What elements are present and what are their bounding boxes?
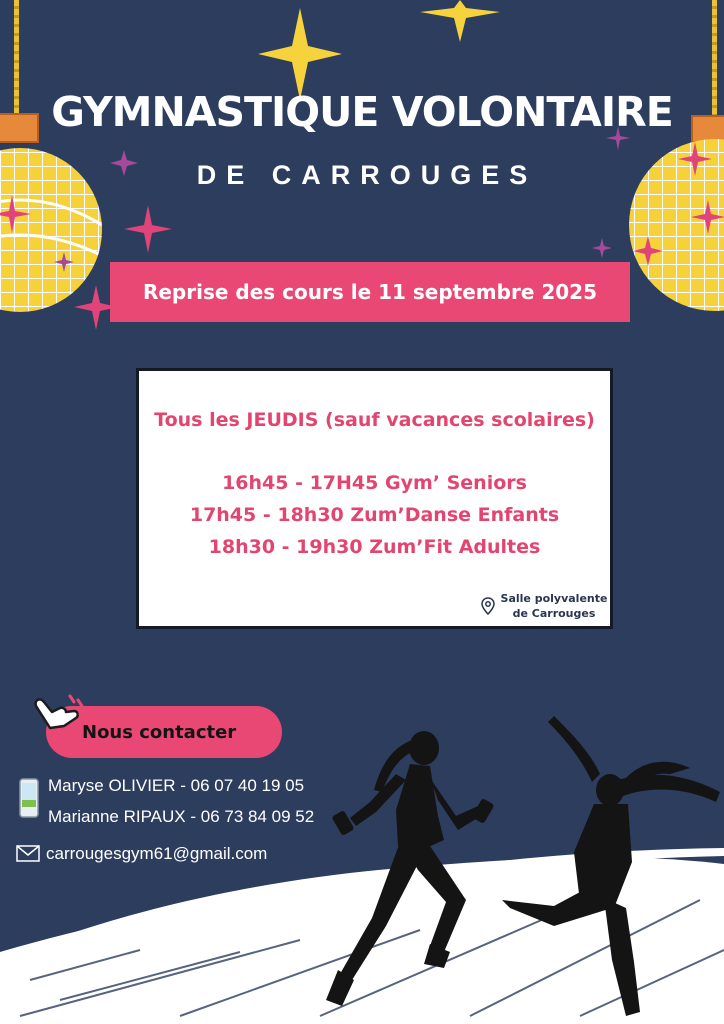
page-title: GYMNASTIQUE VOLONTAIRE [51, 88, 673, 136]
contact-email[interactable]: carrougesgym61@gmail.com [46, 844, 268, 863]
pointing-hand-icon [30, 692, 86, 734]
contact-person-2: Marianne RIPAUX - 06 73 84 09 52 [48, 807, 315, 826]
schedule-card [136, 368, 613, 629]
schedule-heading: Tous les JEUDIS (sauf vacances scolaires) [154, 409, 595, 431]
runner-silhouette-icon [326, 730, 496, 1024]
location-label [499, 591, 609, 621]
schedule-session: 16h45 - 17H45 Gym’ Seniors [222, 472, 527, 494]
contact-person-1: Maryse OLIVIER - 06 07 40 19 05 [48, 776, 305, 795]
contact-button-label: Nous contacter [82, 721, 237, 743]
schedule-session: 17h45 - 18h30 Zum’Danse Enfants [189, 504, 560, 526]
location-pin-icon [481, 597, 495, 615]
location-line-2: de Carrouges [512, 607, 596, 620]
resume-banner [110, 262, 630, 322]
dancer-silhouette-icon [494, 712, 724, 1024]
resume-banner-text: Reprise des cours le 11 septembre 2025 [142, 280, 598, 304]
schedule-session: 18h30 - 19h30 Zum’Fit Adultes [208, 536, 541, 558]
phone-icon [19, 778, 39, 818]
page-subtitle: DE CARROUGES [196, 160, 538, 190]
location-line-1: Salle polyvalente [500, 592, 608, 605]
